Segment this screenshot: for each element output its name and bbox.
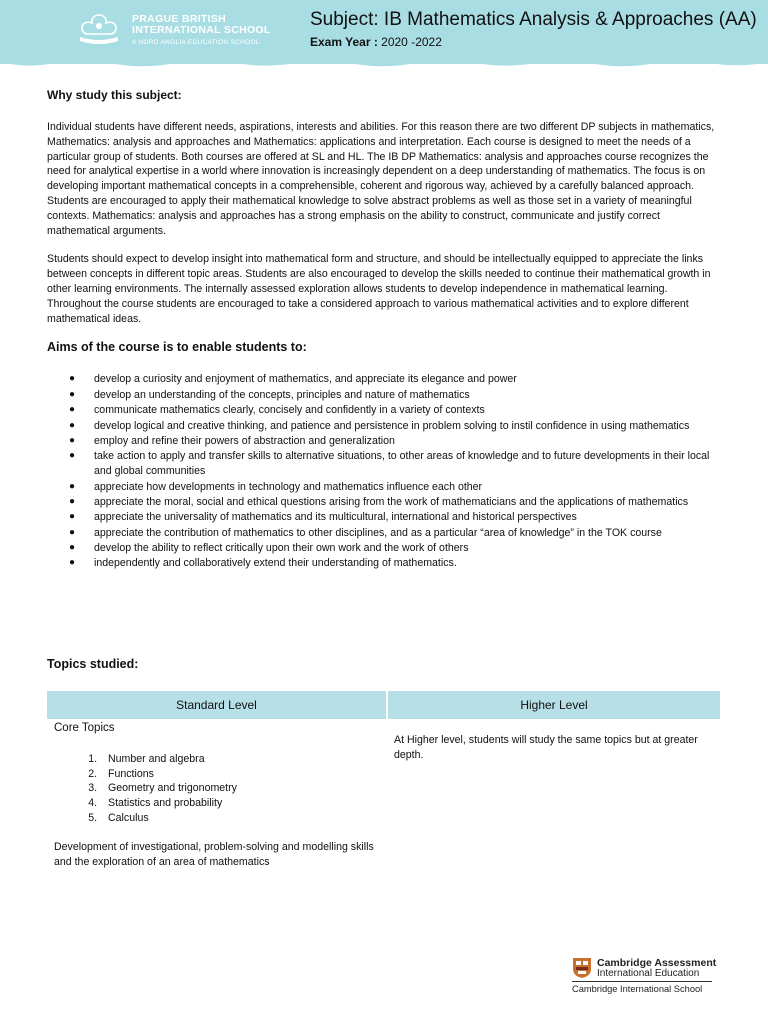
aims-list-item [47, 526, 719, 541]
standard-level-cell [47, 719, 387, 869]
aim-text: appreciate the contribution of mathematics to other disciplines, and as a particular “area of knowledge” in the TOK course [94, 526, 662, 539]
aim-text: develop an understanding of the concepts, principles and nature of mathematics [94, 388, 470, 401]
aim-text: develop a curiosity and enjoyment of mathematics, and appreciate its elegance and power [94, 373, 517, 386]
cambridge-shield-icon [572, 957, 592, 979]
aims-list-item [47, 434, 719, 449]
subject-value: IB Mathematics Analysis & Approaches (AA) [378, 9, 757, 30]
core-topics-list [54, 752, 380, 826]
aim-text: develop logical and creative thinking, and patience and persistence in problem solving to instil confidence in using mathematics [94, 419, 690, 432]
bullet-icon: ● [69, 404, 76, 416]
aims-list-item [47, 449, 719, 479]
header-wave-edge [0, 56, 768, 70]
bullet-icon: ● [69, 511, 76, 523]
list-item: 2. Functions [100, 767, 380, 782]
page-header [0, 0, 768, 64]
aim-text: appreciate how developments in technology and mathematics influence each other [94, 480, 483, 493]
bullet-icon: ● [69, 557, 76, 569]
column-header-higher-level: Higher Level [387, 691, 721, 719]
aims-list-item [47, 510, 719, 525]
bullet-icon: ● [69, 373, 76, 385]
bullet-icon: ● [69, 388, 76, 400]
bullet-icon: ● [69, 495, 76, 507]
bullet-icon: ● [69, 419, 76, 431]
aim-text: appreciate the moral, social and ethical questions arising from the work of mathematicians and the applications of mathematics [94, 495, 689, 508]
aims-list-item [47, 388, 719, 403]
standard-level-note: Development of investigational, problem-solving and modelling skills and the exploration of an area of mathematics [54, 840, 374, 868]
list-item: 4. Statistics and probability [100, 796, 380, 811]
higher-level-cell [387, 719, 721, 869]
cambridge-school-label: Cambridge International School [572, 984, 703, 994]
aims-list-item [47, 403, 719, 418]
core-topics-title: Core Topics [54, 722, 115, 734]
list-item: 3. Geometry and trigonometry [100, 781, 380, 796]
aims-list [47, 372, 719, 571]
list-item: 5. Calculus [100, 811, 380, 826]
column-header-standard-level: Standard Level [47, 691, 387, 719]
aims-list-item [47, 372, 719, 387]
table-row [47, 719, 721, 869]
school-name: PRAGUE BRITISH INTERNATIONAL SCHOOL [132, 13, 271, 36]
exam-year [310, 35, 442, 49]
why-paragraph: Students should expect to develop insight into mathematical form and structure, and should be intellectually equipped to appreciate the links between concepts in different topic areas. Students are also encouraged to develop the skills needed to continue their mathematical growth in other learning environments. The internally assessed exploration allows students to develop independence in mathematical learning. Throughout the course students are encouraged to take a considered approach to various mathematical activities and to explore different mathematical ideas. [47, 253, 711, 325]
aim-text: communicate mathematics clearly, concisely and confidently in a variety of contexts [94, 404, 485, 417]
exam-year-value: 2020 -2022 [377, 35, 442, 49]
aim-text: develop the ability to reflect critically upon their own work and the work of others [94, 542, 469, 555]
topics-heading: Topics studied: [47, 657, 139, 671]
aims-heading: Aims of the course is to enable students to: [47, 340, 307, 355]
why-heading: Why study this subject: [47, 88, 182, 102]
subject-title [310, 9, 757, 31]
aim-text: employ and refine their powers of abstraction and generalization [94, 434, 395, 447]
main-content [47, 88, 719, 572]
school-logo [74, 11, 284, 49]
aim-text: take action to apply and transfer skills to alternative situations, to other areas of knowledge and to future developments in their local and global communities [94, 450, 710, 478]
school-crest-icon [74, 13, 124, 47]
subject-label: Subject: [310, 9, 379, 30]
cambridge-name-line1: Cambridge Assessment [597, 957, 717, 969]
exam-year-label: Exam Year : [310, 35, 378, 49]
divider [572, 981, 712, 982]
bullet-icon: ● [69, 542, 76, 554]
aims-list-item [47, 541, 719, 556]
table-header-row [47, 691, 721, 719]
bullet-icon: ● [69, 480, 76, 492]
bullet-icon: ● [69, 434, 76, 446]
aims-list-item [47, 556, 719, 571]
higher-level-note: At Higher level, students will study the same topics but at greater depth. [394, 734, 698, 761]
why-paragraph: Individual students have different needs, aspirations, interests and abilities. For this reason there are two different DP subjects in mathematics, Mathematics: analysis and approaches and Mathematics: applications and interpretation. Each course is designed to meet the needs of a particular group of students. Both courses are offered at SL and HL. The IB DP Mathematics: analysis and approaches course recognizes the need for analytical expertise in a world where innovation is increasingly dependent on a deep understanding of mathematics. The focus is on developing important mathematical concepts in a comprehensible, coherent and rigorous way, achieved by a carefully balanced approach. Students are encouraged to apply their mathematical knowledge to solve abstract problems as well as those set in a variety of meaningful contexts. Mathematics: analysis and approaches has a strong emphasis on the ability to construct, communicate and justify correct mathematical arguments. [47, 121, 715, 237]
cambridge-name-line2: International Education [597, 968, 700, 979]
aim-text: appreciate the universality of mathematics and its multicultural, international and historical perspectives [94, 511, 577, 524]
topics-table [47, 691, 722, 869]
cambridge-logo [570, 955, 730, 999]
aims-list-item [47, 495, 719, 510]
aims-list-item [47, 419, 719, 434]
list-item: 1. Number and algebra [100, 752, 380, 767]
school-tagline: A NORD ANGLIA EDUCATION SCHOOL [132, 39, 260, 46]
bullet-icon: ● [69, 526, 76, 538]
aims-list-item [47, 480, 719, 495]
aim-text: independently and collaboratively extend their understanding of mathematics. [94, 557, 457, 570]
bullet-icon: ● [69, 450, 76, 462]
